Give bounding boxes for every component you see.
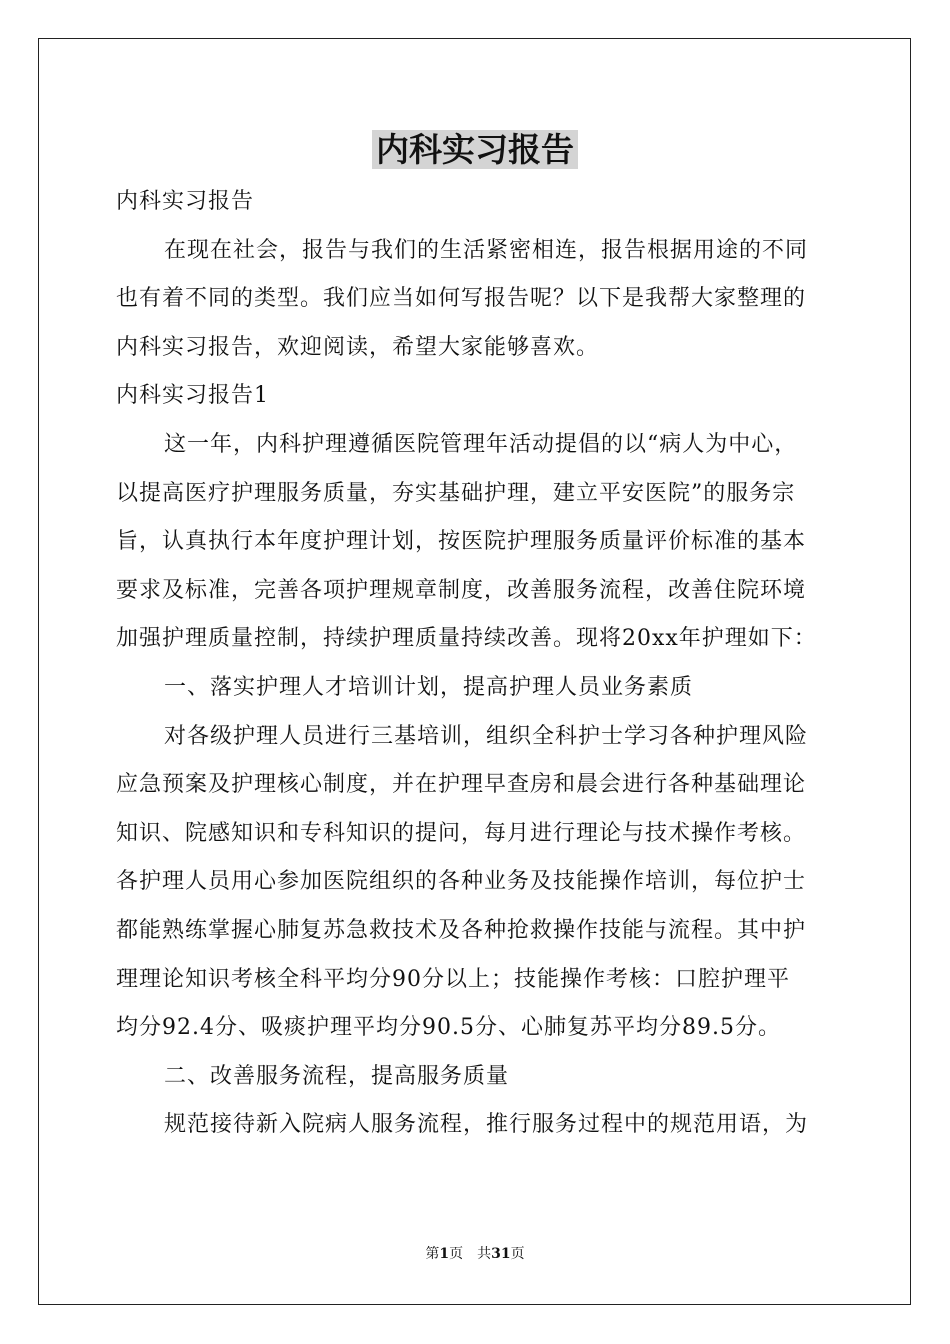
current-page-number: 1 [439, 1246, 450, 1262]
body-line-subtitle: 内科实习报告 [116, 189, 255, 214]
body-line: 在现在社会，报告与我们的生活紧密相连，报告根据用途的不同 [164, 237, 809, 263]
body-line: 旨，认真执行本年度护理计划，按医院护理服务质量评价标准的基本 [116, 529, 807, 555]
body-line: 均分92.4分、吸痰护理平均分90.5分、心肺复苏平均分89.5分。 [116, 1015, 781, 1041]
body-line: 规范接待新入院病人服务流程，推行服务过程中的规范用语，为 [164, 1112, 809, 1138]
document-body [116, 178, 836, 1150]
body-line: 加强护理质量控制，持续护理质量持续改善。现将20xx年护理如下： [116, 626, 817, 652]
subsection-heading-2: 二、改善服务流程，提高服务质量 [164, 1063, 510, 1089]
document-title [0, 124, 950, 176]
body-line: 理理论知识考核全科平均分90分以上；技能操作考核：口腔护理平 [116, 966, 790, 992]
body-line: 这一年，内科护理遵循医院管理年活动提倡的以“病人为中心， [164, 431, 798, 457]
page-footer [0, 1244, 950, 1264]
body-line: 要求及标准，完善各项护理规章制度，改善服务流程，改善住院环境 [116, 577, 807, 603]
footer-prefix: 第 [425, 1246, 440, 1262]
body-line: 内科实习报告，欢迎阅读，希望大家能够喜欢。 [116, 334, 600, 360]
body-line: 应急预案及护理核心制度，并在护理早查房和晨会进行各种基础理论 [116, 772, 807, 798]
total-page-count: 31 [491, 1246, 511, 1262]
subsection-heading-1: 一、落实护理人才培训计划，提高护理人员业务素质 [164, 674, 694, 700]
body-line: 各护理人员用心参加医院组织的各种业务及技能操作培训，每位护士 [116, 869, 807, 895]
section-heading-report-1: 内科实习报告1 [116, 383, 269, 409]
body-line: 对各级护理人员进行三基培训，组织全科护士学习各种护理风险 [164, 723, 809, 749]
body-line: 以提高医疗护理服务质量，夯实基础护理，建立平安医院”的服务宗 [116, 480, 796, 506]
document-title-text: 内科实习报告 [372, 130, 578, 169]
body-line: 知识、院感知识和专科知识的提问，每月进行理论与技术操作考核。 [116, 820, 807, 846]
body-line: 都能熟练掌握心肺复苏急救技术及各种抢救操作技能与流程。其中护 [116, 917, 807, 943]
footer-suffix: 页 [510, 1246, 525, 1262]
footer-mid: 页 共 [449, 1246, 492, 1262]
body-line: 也有着不同的类型。我们应当如何写报告呢？以下是我帮大家整理的 [116, 286, 807, 312]
